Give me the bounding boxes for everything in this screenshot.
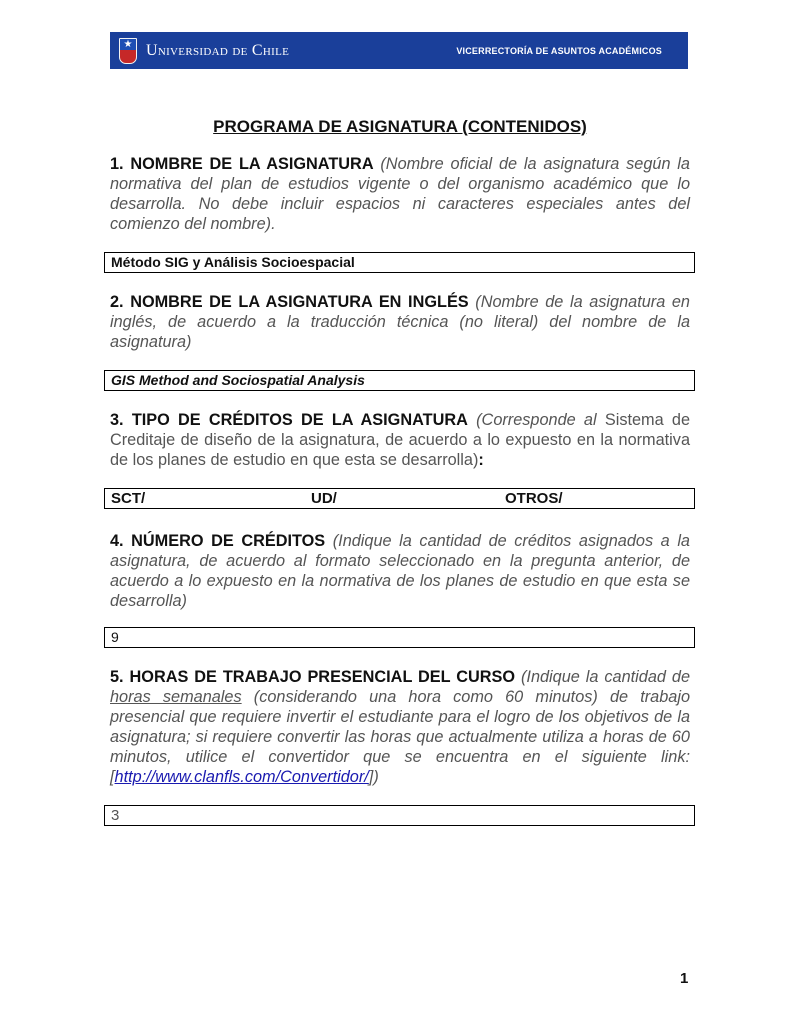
section-1-heading: 1. NOMBRE DE LA ASIGNATURA xyxy=(110,155,374,173)
section-3-description-a: (Corresponde al xyxy=(476,411,597,429)
section-2-question xyxy=(110,292,690,352)
section-2-description: (Nombre de la asignatura en inglés, de acuerdo a la traducción técnica (no literal) del nombre de la asignatura) xyxy=(110,293,690,351)
header-banner xyxy=(110,32,688,69)
section-5-description-b: (considerando una hora como 60 minutos) de trabajo presencial que requiere invertir el estudiante para el logro de los objetivos de la asignatura; si requiere convertir las horas que actualmente utiliza a horas de 60 minutos, utilice el convertidor que se encuentra en el siguiente link: [ xyxy=(110,688,690,786)
section-2-answer: GIS Method and Sociospatial Analysis xyxy=(111,372,365,388)
section-3-question xyxy=(110,410,690,470)
section-1-answer: Método SIG y Análisis Socioespacial xyxy=(111,254,355,270)
section-5-heading: 5. HORAS DE TRABAJO PRESENCIAL DEL CURSO xyxy=(110,668,516,686)
section-4-question xyxy=(110,531,690,611)
page-number: 1 xyxy=(680,970,689,987)
section-5-description-c: ]) xyxy=(368,768,379,786)
credit-type-sct[interactable]: SCT/ xyxy=(111,490,146,507)
section-5-underlined: horas semanales xyxy=(110,688,242,706)
section-4-answer: 9 xyxy=(111,629,119,645)
section-1-answer-box[interactable] xyxy=(104,252,695,273)
converter-link[interactable]: http://www.clanfls.com/Convertidor/ xyxy=(114,768,369,786)
credit-type-otros[interactable]: OTROS/ xyxy=(505,490,563,507)
section-1-question xyxy=(110,154,690,234)
section-3-colon: : xyxy=(478,451,484,469)
section-4-description: (Indique la cantidad de créditos asignados a la asignatura, de acuerdo al formato seleccionado en la pregunta anterior, de acuerdo a lo expuesto en la normativa de los planes de estudio en que esta se desarrolla) xyxy=(110,532,690,610)
section-2-heading: 2. NOMBRE DE LA ASIGNATURA EN INGLÉS xyxy=(110,293,469,311)
section-3-credit-types-box[interactable] xyxy=(104,488,695,509)
section-5-question xyxy=(110,667,690,787)
section-1-description: (Nombre oficial de la asignatura según la normativa del plan de estudios vigente o del organismo académico que lo desarrolla. No debe incluir espacios ni caracteres especiales antes del comienzo del nombre). xyxy=(110,155,690,233)
section-5-answer: 3 xyxy=(111,807,120,824)
section-4-heading: 4. NÚMERO DE CRÉDITOS xyxy=(110,532,326,550)
page-title: PROGRAMA DE ASIGNATURA (CONTENIDOS) xyxy=(213,117,587,136)
university-crest-icon: ★ xyxy=(119,38,137,64)
university-name: Universidad de Chile xyxy=(146,41,290,59)
credit-type-ud[interactable]: UD/ xyxy=(311,490,337,507)
vicerrectoria-label: VICERRECTORÍA DE ASUNTOS ACADÉMICOS xyxy=(456,45,662,56)
section-2-answer-box[interactable] xyxy=(104,370,695,391)
section-5-description-a: (Indique la cantidad de xyxy=(521,668,690,686)
section-5-answer-box[interactable] xyxy=(104,805,695,826)
section-3-description-b: Sistema de Creditaje de diseño de la asignatura, de acuerdo a lo expuesto en la normativa de los planes de estudio en que esta se desarrolla) xyxy=(110,411,691,469)
section-3-heading: 3. TIPO DE CRÉDITOS DE LA ASIGNATURA xyxy=(110,411,468,429)
section-4-answer-box[interactable] xyxy=(104,627,695,648)
